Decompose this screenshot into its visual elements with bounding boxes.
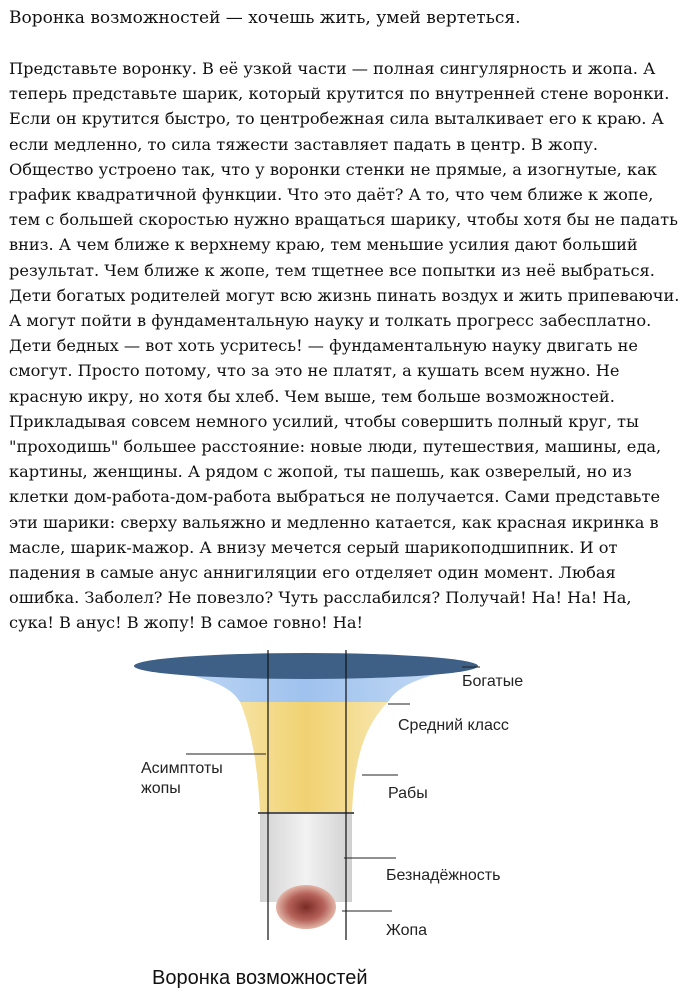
post-title: Воронка возможностей — хочешь жить, умей вертеться. (9, 8, 521, 28)
funnel-rim (134, 653, 478, 679)
label-asymptotes-1: Асимптоты (141, 760, 223, 777)
label-hopeless: Безнадёжность (386, 867, 501, 884)
diagram-caption: Воронка возможностей (152, 967, 368, 989)
label-ass: Жопа (386, 922, 428, 939)
post-body: Представьте воронку. В её узкой части — полная сингулярность и жопа. А теперь представьте шарик, который крутится по внутренней стене воронки. Если он крутится быстро, то центробежная сила выталкивает его к краю. А если медленно, то сила тяжести заставляет падать в центр. В жопу. Общество устроено так, что у воронки стенки не прямые, а изогнутые, как график квадратичной функции. Что это даёт? А то, что чем ближе к жопе, тем с большей скоростью нужно вращаться шарику, чтобы хотя бы не падать вниз. А чем ближе к верхнему краю, тем меньшие усилия дают больший результат. Чем ближе к жопе, тем тщетнее все попытки из неё выбраться. Дети богатых родителей могут всю жизнь пинать воздух и жить припеваючи. А могут пойти в фундаментальную науку и толкать прогресс забесплатно. Дети бедных — вот хоть усритесь! — фундаментальную науку двигать не смогут. Просто потому, что за это не платят, а кушать всем нужно. Не красную икру, но хотя бы хлеб. Чем выше, тем больше возможностей. Прикладывая совсем немного усилий, чтобы совершить полный круг, ты "проходишь" большее расстояние: новые люди, путешествия, машины, еда, картины, женщины. А рядом с жопой, ты пашешь, как озверелый, но из клетки дом-работа-дом-работа выбраться не получается. Сами представьте эти шарики: сверху вальяжно и медленно катается, как красная икринка в масле, шарик-мажор. А внизу мечется серый шарикоподшипник. И от падения в самые анус аннигиляции его отделяет один момент. Любая ошибка. Заболел? Не повезло? Чуть расслабился? Получай! На! На! На, сука! В анус! В жопу! В самое говно! На! (9, 59, 680, 633)
funnel-bottom-ass (276, 885, 336, 929)
funnel-diagram (0, 640, 687, 1004)
label-middle-class: Средний класс (398, 717, 509, 734)
funnel-yellow-band (240, 702, 388, 812)
label-slaves: Рабы (388, 785, 428, 802)
label-asymptotes-2: жопы (141, 780, 181, 797)
label-rich: Богатые (462, 673, 524, 690)
